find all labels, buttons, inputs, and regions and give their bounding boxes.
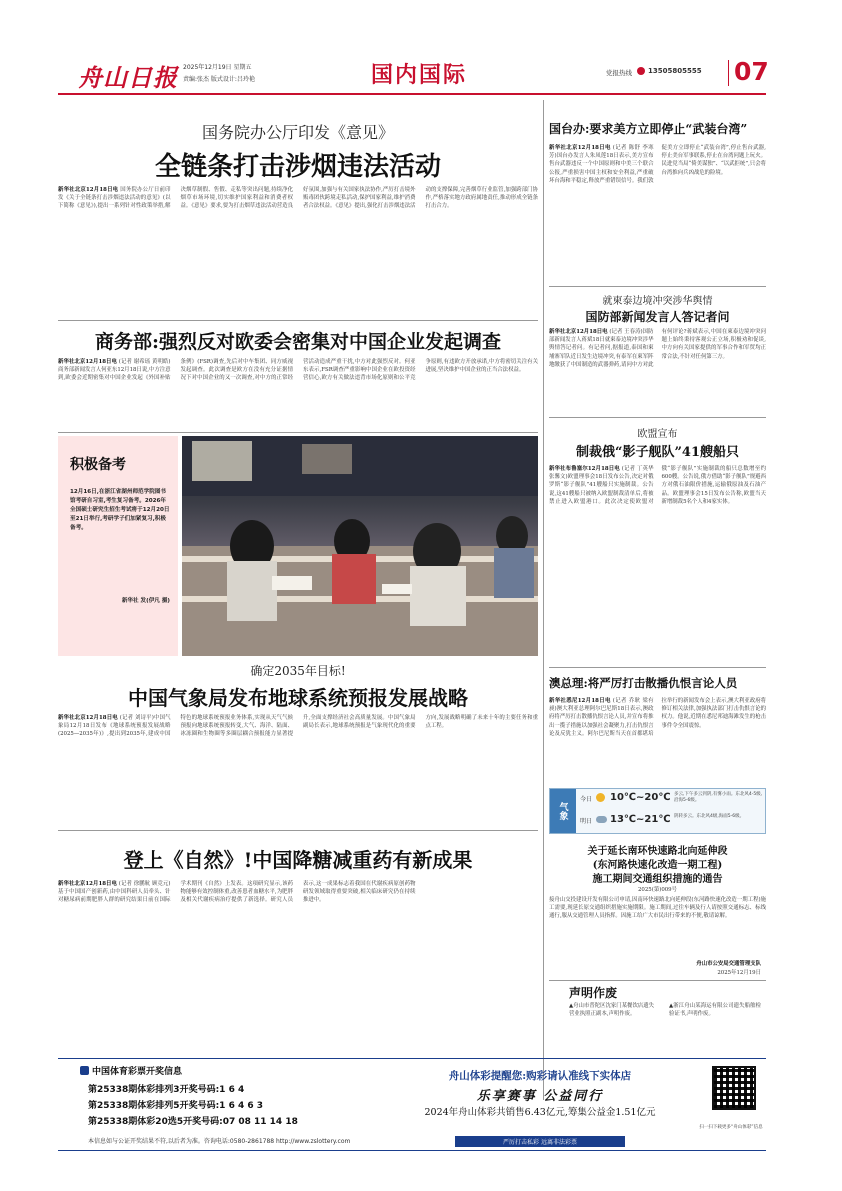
article-commerce bbox=[58, 322, 538, 432]
masthead bbox=[0, 0, 842, 95]
qr-caption: 扫一扫下载更多“舟山体彩”信息 bbox=[699, 1125, 763, 1130]
column-divider bbox=[543, 100, 544, 1100]
notice-body: 接舟山交投建设开发有限公司申请,因南环快速路北向延伸段(东河路快速化改造一期工程)施工需要,现延长原交通组织措施实施期限。施工期间,过往车辆及行人请按照交通标志、标线通行,服从交通管理人员指挥。因施工给广大市民出行带来的不便,敬请谅解。 bbox=[549, 897, 766, 920]
tomorrow-desc: 阴转多云。东北风4级,海面5-6级。 bbox=[674, 814, 745, 819]
article-text: 国务院办公厅日前印发《关于全链条打击涉烟违法活动的意见》(以下简称《意见》),提出一系列针对性政策举措,解决烟草制假、售假、走私等突出问题,持续净化烟草市场环境,切实维护国家利益和消费者权益。《意见》要求,要为打击烟草违法活动营造良好氛围,加强与有关国家执法协作,严厉打击境外贩毒团伙跨境走私活动,保护国家利益,维护消费者合法权益。《意见》提出,强化打击涉烟违法活动的支撑保障,完善烟草行业监管,加强跨部门协作,严格落实地方政府属地责任,推动形成全链条打击合力。 bbox=[58, 187, 538, 210]
divider bbox=[58, 320, 538, 321]
editor-line: 责编:张杰 版式设计:吕玲艳 bbox=[183, 76, 255, 83]
article-text: (记者 刘诗平)中国气象局12月18日发布《地球系统预报发展战略(2025—2035年)》,提出到2035年,建成中国特色的地球系统预报业务体系,实现从天气气候预报向地球系统预报转变,大气、海洋、陆面、冰冻圈和生物圈等多圈层耦合预报能力显著提升,全面支撑经济社会高质量发展。中国气象局副局长表示,地球系统预报是气象现代化的重要方向,发展战略明确了未来十年的主要任务和重点工程。 bbox=[58, 715, 538, 738]
article-headline: 全链条打击涉烟违法活动 bbox=[154, 152, 441, 182]
masthead-rule bbox=[58, 93, 766, 95]
page-number-divider bbox=[728, 60, 729, 86]
cloud-icon bbox=[596, 816, 607, 823]
divider bbox=[549, 286, 766, 287]
lottery-box bbox=[58, 1060, 398, 1150]
weather-label-text: 气象 bbox=[557, 802, 568, 820]
newspaper-logo: 舟山日报 bbox=[78, 63, 178, 92]
article-byline: 新华社北京12月18日电 bbox=[58, 881, 117, 887]
lottery-ad bbox=[395, 1060, 685, 1150]
article-kicker: 欧盟宣布 bbox=[637, 429, 678, 440]
article-kicker: 国务院办公厅印发《意见》 bbox=[201, 123, 394, 142]
exam-caption: 12月16日,在浙江省湖州师范学院图书馆考研自习室,考生复习备考。2026年全国硕士研究生招生考试将于12月20日至21日举行,考研学子们加紧复习,积极备考。 bbox=[70, 489, 170, 531]
article-subhead: 国防部新闻发言人答记者问 bbox=[585, 310, 730, 324]
study-room-illustration bbox=[182, 436, 538, 656]
divider bbox=[549, 417, 766, 418]
article-byline: 新华社悉尼12月18日电 bbox=[549, 698, 611, 704]
today-desc: 多云,下午多云到阴,有雾小雨。东北风4-5级,沿海5-6级。 bbox=[674, 792, 763, 803]
tomorrow-label: 明日 bbox=[580, 818, 593, 825]
section-title: 国内国际 bbox=[371, 62, 468, 88]
article-shadow-fleet bbox=[549, 419, 766, 669]
article-body bbox=[58, 714, 538, 828]
lottery-top-rule bbox=[58, 1058, 766, 1059]
notice-date: 2025年12月19日 bbox=[717, 970, 761, 976]
exam-title: 积极备考 bbox=[70, 457, 126, 473]
article-body bbox=[549, 144, 766, 282]
article-text: (记者 丁英华 张馨文)欧盟理事会18日发布公告,决定对俄罗斯“影子舰队”41艘船只实施制裁。公告说,这41艘船只被纳入欧盟制裁清单后,将被禁止进入欧盟港口。此次决定使欧盟对俄“影子舰队”实施制裁的船只总数增至约600艘。公告说,俄方借助“影子舰队”规避西方对俄石油限价措施,运输俄原油及石油产品。欧盟理事会15日发布公告称,欧盟当天新增制裁5名个人和4家实体。 bbox=[549, 466, 766, 505]
lottery-line: 第25338期体彩20选5开奖号码:07 08 11 14 18 bbox=[88, 1117, 298, 1127]
article-byline: 新华社北京12月18日电 bbox=[58, 359, 117, 365]
hotline-label: 党报热线 bbox=[606, 69, 632, 77]
article-body bbox=[58, 880, 538, 1032]
page-number: 07 bbox=[734, 57, 769, 86]
article-headline: 中国气象局发布地球系统预报发展战略 bbox=[128, 686, 468, 710]
article-headline: 就柬泰边境冲突涉华舆情 bbox=[602, 296, 713, 307]
article-taiwan bbox=[549, 100, 766, 284]
divider bbox=[58, 830, 538, 831]
article-byline: 新华社北京12月18日电 bbox=[549, 145, 611, 151]
ad-line1: 舟山体彩提醒您:购彩请认准线下实体店 bbox=[448, 1070, 632, 1082]
article-nature bbox=[58, 834, 538, 1034]
qr-code bbox=[712, 1066, 756, 1110]
weather-box bbox=[549, 788, 766, 834]
statement-item: ▲舟山市普陀区沈家门某餐饮店遗失营业执照正副本,声明作废。 bbox=[569, 1003, 654, 1018]
ad-slogan: 严厉打击私彩 远离非法彩票 bbox=[455, 1136, 625, 1147]
date-line: 2025年12月19日 星期五 bbox=[183, 64, 252, 71]
article-border bbox=[549, 288, 766, 416]
lottery-icon bbox=[80, 1066, 89, 1075]
divider bbox=[549, 980, 766, 981]
exam-box bbox=[58, 436, 178, 656]
notice-title-2: (东河路快速化改造一期工程) bbox=[592, 860, 723, 871]
article-text: (记者 陈舒 李寒芳)国台办发言人朱凤莲18日表示,美方宣布售台武器违反一个中国原则和中美三个联合公报,严重损害中国主权和安全利益,严重破坏台海和平稳定,释放严重错误信号。我们敦促美方立即停止“武装台湾”,停止售台武器,停止美台军事联系,停止在台湾问题上玩火。民进党当局“倚美谋独”、“以武拒统”,只会将台湾推向兵凶战危的险境。 bbox=[549, 145, 766, 184]
article-headline: 制裁俄“影子舰队”41艘船只 bbox=[575, 445, 740, 460]
bottom-rule bbox=[58, 1150, 766, 1151]
article-byline: 新华社北京12月18日电 bbox=[58, 715, 118, 721]
lottery-line: 第25338期体彩排列3开奖号码:1 6 4 bbox=[88, 1085, 245, 1095]
article-headline: 澳总理:将严厉打击散播仇恨言论人员 bbox=[549, 676, 738, 690]
article-text: (记者 乔耿 梁有昶)澳大利亚总理阿尔巴尼斯18日表示,澳政府将严厉打击散播仇恨言论人员,并宣布将推出一揽子措施以加强社会凝聚力,打击仇恨言论及反犹主义。阿尔巴尼斯当天在首都堪培拉举行的新闻发布会上表示,澳大利亚政府将修订相关法律,加强执法部门打击仇恨言论的权力。他说,近期在悉尼邦迪海滩发生的枪击事件令全国震惊。 bbox=[549, 698, 766, 737]
article-headline: 登上《自然》!中国降糖减重药有新成果 bbox=[123, 848, 473, 872]
article-byline: 新华社北京12月18日电 bbox=[58, 187, 119, 193]
divider bbox=[549, 667, 766, 668]
hotline-number: 13505805555 bbox=[648, 67, 702, 75]
today-label: 今日 bbox=[580, 796, 593, 803]
divider bbox=[58, 432, 538, 433]
article-byline: 新华社布鲁塞尔12月18日电 bbox=[549, 466, 620, 472]
article-kicker: 确定2035年目标! bbox=[250, 664, 346, 678]
lottery-title: 中国体育彩票开奖信息 bbox=[92, 1067, 183, 1077]
statement-title: 声明作废 bbox=[569, 986, 618, 1000]
article-body bbox=[549, 328, 766, 414]
article-anti-smoking bbox=[58, 100, 538, 320]
exam-photo bbox=[182, 436, 538, 656]
article-body bbox=[58, 358, 538, 430]
article-meteo bbox=[58, 660, 538, 830]
statement-box bbox=[549, 984, 766, 1044]
ad-line3: 2024年舟山体彩共销售6.43亿元,筹集公益金1.51亿元 bbox=[424, 1107, 656, 1118]
article-body bbox=[58, 186, 538, 316]
article-text: (记者 谢希瑶 黄明皓)商务部新闻发言人何亚东12月18日说,中方注意到,欧委会近期密集对中国企业发起《外国补贴条例》(FSR)调查,先后对中车集团、同方威视发起调查。此次调查是欧方在没有充分证据情况下对中国企业的又一次调查,对中方的正常经营活动造成严重干扰,中方对此强烈反对。何亚东表示,FSR调查严重影响中国企业在欧投资经营信心,欧方有关做法违背市场化原则和公平竞争原则,有违欧方开放承诺,中方将密切关注有关进展,坚决维护中国企业的正当合法权益。 bbox=[58, 359, 538, 382]
article-byline: 新华社北京12月18日电 bbox=[549, 329, 608, 335]
notice-number: 2025(第)009号 bbox=[638, 887, 677, 893]
weather-label bbox=[550, 789, 576, 833]
article-headline: 商务部:强烈反对欧委会密集对中国企业发起调查 bbox=[94, 331, 501, 353]
tomorrow-temp: 13℃~21℃ bbox=[610, 814, 671, 825]
article-text: (记者 王春涛)国防部新闻发言人蒋斌18日就柬泰边境冲突涉华舆情答记者问。有记者问,据报道,泰国和柬埔寨军队近日发生边境冲突,有泰军在柬军阵地缴获了中国制造的武器弹药,请问中方对此有何评论?蒋斌表示,中国在柬泰边境冲突问题上始终秉持客观公正立场,积极劝和促谈,中方向有关国家提供的军事合作和军贸均正常合法,不针对任何第三方。 bbox=[549, 329, 766, 368]
lottery-footer: 本信息如与公证开奖结果不符,以后者为准。咨询电话:0580-2861788 http://www.zslottery.com bbox=[88, 1138, 351, 1145]
today-temp: 10℃~20℃ bbox=[610, 792, 671, 803]
notice-signer: 舟山市公安局交通管理支队 bbox=[696, 961, 761, 967]
exam-credit: 新华社 发(伊凡 摄) bbox=[121, 598, 170, 604]
article-text: (记者 徐鹏航 顾竞元)基于中国国产创新药,由中国科研人员牵头、针对糖尿病前期肥胖人群的研究结果日前在国际学术期刊《自然》上发表。这项研究显示,该药物能够有效控制体重,改善患者血糖水平,为肥胖及相关代谢疾病治疗提供了新选择。研究人员表示,这一成果标志着我国在代谢疾病原创药物研发领域取得重要突破,相关临床研究仍在持续推进中。 bbox=[58, 881, 416, 904]
article-body bbox=[549, 465, 766, 665]
hotline-icon bbox=[637, 67, 645, 75]
ad-line2: 乐享赛事 公益同行 bbox=[476, 1089, 604, 1104]
notice-title-3: 施工期间交通组织措施的通告 bbox=[592, 874, 723, 885]
statement-item: ▲浙江舟山某海运有限公司遗失船舶检验证书,声明作废。 bbox=[669, 1003, 761, 1018]
lottery-line: 第25338期体彩排列5开奖号码:1 6 4 6 3 bbox=[88, 1101, 264, 1111]
article-headline: 国台办:要求美方立即停止“武装台湾” bbox=[549, 122, 748, 136]
notice-title-1: 关于延长南环快速路北向延伸段 bbox=[587, 846, 728, 857]
sun-icon bbox=[596, 793, 605, 802]
